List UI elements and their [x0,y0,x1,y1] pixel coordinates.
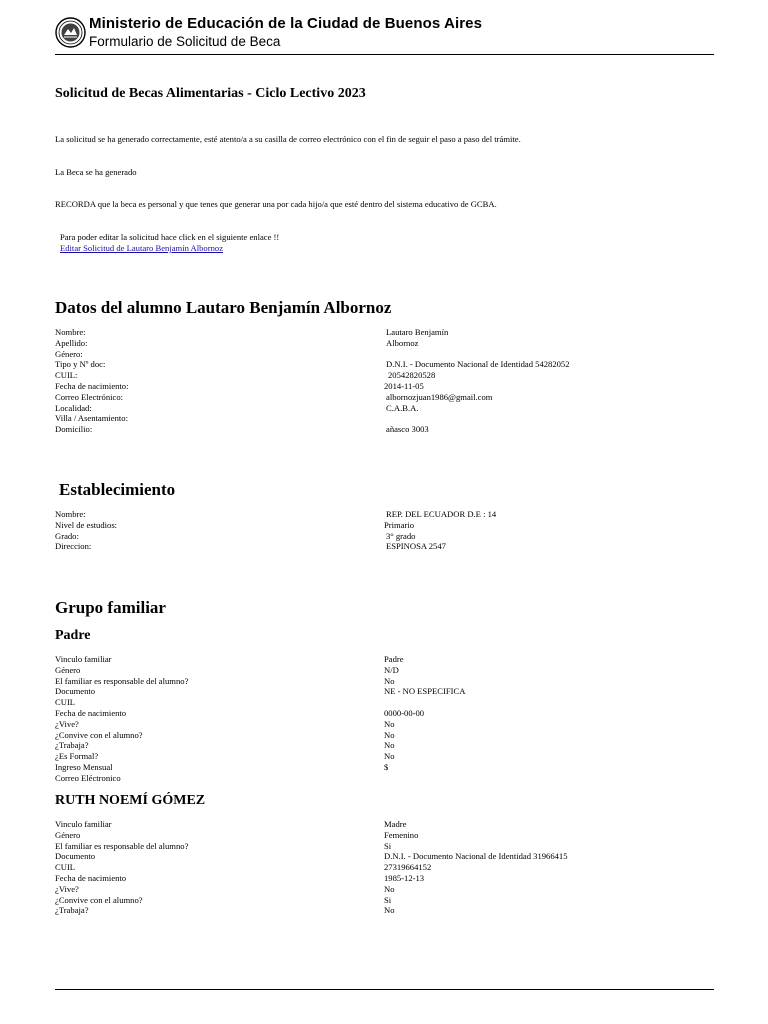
field-label: Documento [55,851,96,862]
field-value: 0000-00-00 [384,707,425,718]
field-label: CUIL [55,862,76,873]
field-label: Ingreso Mensual [55,761,113,772]
field-label: CUIL [55,697,76,708]
field-label: Fecha de nacimiento [55,707,127,718]
field-value: ESPINOSA 2547 [386,541,446,552]
table-row [55,424,655,435]
field-value: No [384,740,395,751]
table-row [55,751,655,762]
field-value: N/D [384,664,399,675]
field-value: 20542820528 [388,370,436,381]
table-row [55,740,655,751]
table-row [55,884,655,895]
table-row [55,509,655,520]
field-label: El familiar es responsable del alumno? [55,840,189,851]
table-row [55,841,655,852]
field-value: $ [384,761,389,772]
table-row [55,359,655,370]
field-value: C.A.B.A. [386,402,419,413]
field-label: ¿Trabaja? [55,740,89,751]
field-value: 27319664152 [384,862,432,873]
field-label: Género [55,664,81,675]
student-data-table [55,327,655,435]
field-value: Madre [384,819,407,829]
table-row [55,403,655,414]
field-value: NE - NO ESPECIFICA [384,686,466,697]
field-value: 1985-12-13 [384,872,425,883]
table-row [55,762,655,773]
field-value: No [384,729,395,740]
table-row [55,851,655,862]
field-label: Grado: [55,530,79,541]
field-value: albornozjuan1986@gmail.com [386,391,493,402]
table-row [55,819,655,830]
table-row [55,541,655,552]
field-value: Lautaro Benjamín [386,327,449,337]
header-divider [55,54,714,55]
field-label: CUIL: [55,370,78,381]
field-label: Nombre: [55,509,86,519]
field-value: 3° grado [386,530,416,541]
field-label: Nivel de estudios: [55,519,118,530]
field-label: Fecha de nacimiento [55,872,127,883]
generated-message: La Beca se ha generado [55,167,137,177]
ministry-name: Ministerio de Educación de la Ciudad de Buenos Aires [89,15,483,32]
father-data-table [55,654,655,784]
table-row [55,531,655,542]
mother-data-table [55,819,655,916]
field-value: Si [384,894,392,905]
table-row [55,665,655,676]
table-row [55,338,655,349]
field-value: No [384,905,395,916]
table-row [55,719,655,730]
field-value: No [384,718,395,729]
field-label: El familiar es responsable del alumno? [55,675,189,686]
field-label: Villa / Asentamiento: [55,413,128,424]
field-value: No [384,675,395,686]
field-label: Documento [55,686,96,697]
field-label: Tipo y Nº doc: [55,359,106,370]
field-label: Fecha de nacimiento: [55,380,129,391]
field-value: No [384,751,395,762]
field-value: D.N.I. - Documento Nacional de Identidad 54282052 [386,359,570,370]
field-label: Género [55,829,81,840]
field-label: ¿Convive con el alumno? [55,894,143,905]
edit-instructions: Para poder editar la solicitud hace click en el siguiente enlace !! [60,232,280,242]
field-label: Nombre: [55,327,86,337]
field-label: ¿Trabaja? [55,905,89,916]
edit-request-link[interactable]: Editar Solicitud de Lautaro Benjamín Albornoz [60,243,224,253]
field-label: Apellido: [55,337,88,348]
ministry-seal-icon [55,17,86,48]
form-subtitle: Formulario de Solicitud de Beca [89,34,281,49]
field-value: Primario [384,519,415,530]
field-value: añasco 3003 [386,424,429,435]
table-row [55,654,655,665]
field-value: Padre [384,654,404,664]
field-label: Localidad: [55,402,92,413]
field-label: ¿Convive con el alumno? [55,729,143,740]
field-label: ¿Vive? [55,883,79,894]
student-section-title: Datos del alumno Lautaro Benjamín Albornoz [55,298,392,317]
field-label: Vinculo familiar [55,654,112,664]
field-value: Albornoz [386,337,419,348]
table-row [55,327,655,338]
family-section-title: Grupo familiar [55,598,166,617]
field-label: Correo Eléctronico [55,772,121,783]
reminder-message: RECORDA que la beca es personal y que tenes que generar una por cada hijo/a que esté dentro del sistema educativo de GCBA. [55,199,497,209]
school-data-table [55,509,655,552]
table-row [55,381,655,392]
success-message: La solicitud se ha generado correctamente, esté atento/a a su casilla de correo electrónico con el fin de seguir el paso a paso del trámite. [55,134,521,144]
table-row [55,413,655,424]
table-row [55,895,655,906]
school-section-title: Establecimiento [59,480,176,499]
field-value: Femenino [384,829,419,840]
table-row [55,773,655,784]
table-row [55,676,655,687]
field-value: D.N.I. - Documento Nacional de Identidad 31966415 [384,851,568,862]
table-row [55,349,655,360]
table-row [55,370,655,381]
table-row [55,873,655,884]
field-value: REP. DEL ECUADOR D.E : 14 [386,509,497,519]
table-row [55,392,655,403]
field-label: Domicilio: [55,424,93,435]
field-label: Direccion: [55,541,92,552]
field-label: Correo Electrónico: [55,391,124,402]
field-value: Si [384,840,392,851]
mother-section-title: RUTH NOEMÍ GÓMEZ [55,793,206,808]
field-value: No [384,883,395,894]
page-title: Solicitud de Becas Alimentarias - Ciclo Lectivo 2023 [55,86,366,101]
field-value: 2014-11-05 [384,380,424,391]
field-label: Vinculo familiar [55,819,112,829]
field-label: ¿Vive? [55,718,79,729]
table-row [55,862,655,873]
table-row [55,686,655,697]
field-label: Género: [55,348,83,359]
field-label: ¿Es Formal? [55,751,99,762]
table-row [55,697,655,708]
table-row [55,708,655,719]
footer-divider [55,989,714,990]
table-row [55,830,655,841]
table-row [55,730,655,741]
table-row [55,905,655,916]
father-section-title: Padre [55,628,91,643]
table-row [55,520,655,531]
